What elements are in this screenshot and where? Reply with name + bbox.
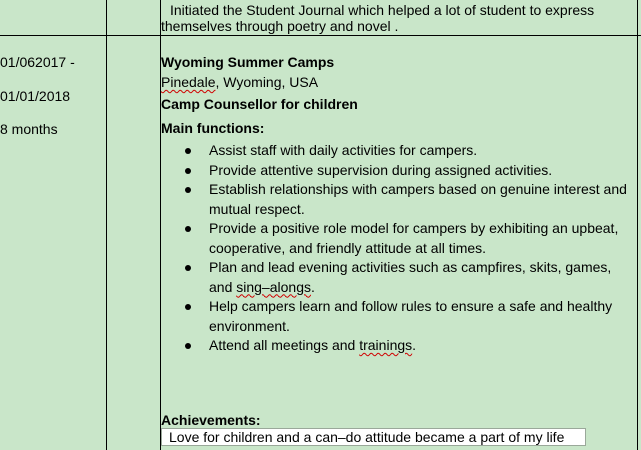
bullet-icon bbox=[185, 187, 191, 193]
list-item: Help campers learn and follow rules to ensure a safe and healthy environment. bbox=[185, 297, 635, 336]
location-city: Pinedale bbox=[161, 74, 216, 90]
achievement-text: Love for children and a can–do attitude became a part of my life bbox=[169, 429, 565, 445]
achievements-heading: Achievements: bbox=[161, 412, 261, 428]
bullet-icon bbox=[185, 343, 191, 349]
position-title: Camp Counsellor for children bbox=[161, 96, 358, 112]
spellcheck-word: sing–alongs bbox=[236, 278, 311, 295]
organization-name: Wyoming Summer Camps bbox=[161, 54, 335, 70]
functions-heading: Main functions: bbox=[161, 120, 265, 136]
list-item: Attend all meetings and trainings. bbox=[185, 336, 635, 356]
date-start: 01/062017 - bbox=[0, 54, 75, 70]
list-item: Plan and lead evening activities such as campfires, skits, games, and sing–alongs. bbox=[185, 258, 635, 297]
bullet-icon bbox=[185, 265, 191, 271]
date-end: 01/01/2018 bbox=[0, 88, 71, 104]
table-column-divider-1 bbox=[106, 0, 107, 450]
functions-list bbox=[185, 141, 635, 356]
list-item: Provide a positive role model for campers by exhibiting an upbeat, cooperative, and friendly attitude at all times. bbox=[185, 219, 635, 258]
spellcheck-word: trainings bbox=[359, 337, 413, 353]
bullet-icon bbox=[185, 168, 191, 174]
list-item: Provide attentive supervision during assigned activities. bbox=[185, 161, 635, 181]
location-rest: , Wyoming, USA bbox=[215, 74, 319, 90]
table-column-divider-right bbox=[637, 0, 638, 450]
bullet-icon bbox=[185, 304, 191, 310]
bullet-icon bbox=[185, 226, 191, 232]
duration: 8 months bbox=[0, 121, 58, 137]
journal-text-line1: Initiated the Student Journal which helped a lot of student to express bbox=[170, 2, 595, 18]
bullet-icon bbox=[185, 148, 191, 154]
job-location bbox=[161, 74, 318, 90]
journal-text-line2: themselves through poetry and novel . bbox=[161, 18, 399, 34]
table-row-divider bbox=[0, 35, 641, 36]
list-item: Establish relationships with campers based on genuine interest and mutual respect. bbox=[185, 180, 635, 219]
list-item: Assist staff with daily activities for campers. bbox=[185, 141, 635, 161]
